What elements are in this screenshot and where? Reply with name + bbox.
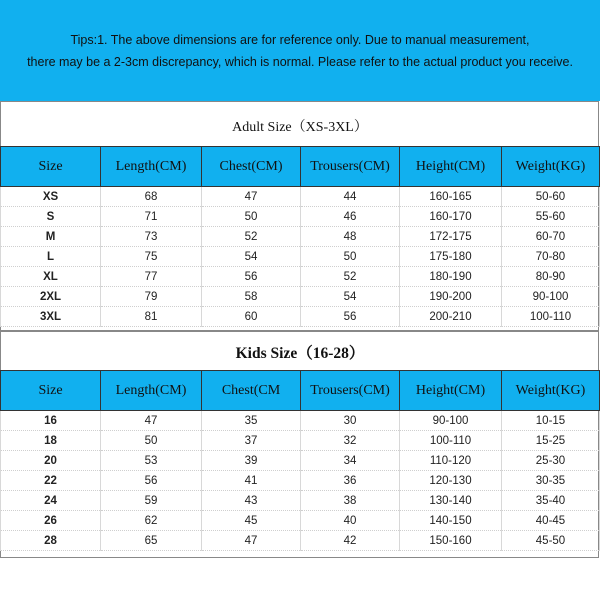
size-cell: 16 [1,411,101,431]
value-cell: 160-165 [400,187,502,207]
table-row [1,247,600,267]
table-row [1,287,600,307]
adult-header-cell: Length(CM) [101,147,202,187]
value-cell: 30 [301,411,400,431]
value-cell: 172-175 [400,227,502,247]
tips-line-1: Tips:1. The above dimensions are for reference only. Due to manual measurement, [70,32,530,47]
value-cell: 62 [101,511,202,531]
value-cell: 35 [202,411,301,431]
adult-header-cell: Weight(KG) [502,147,600,187]
tips-line-2: there may be a 2-3cm discrepancy, which is normal. Please refer to the actual product you receive. [27,54,573,69]
value-cell: 41 [202,471,301,491]
kids-header-cell: Size [1,371,101,411]
value-cell: 68 [101,187,202,207]
table-row [1,491,600,511]
value-cell: 30-35 [502,471,600,491]
value-cell: 60-70 [502,227,600,247]
kids-header-cell: Chest(CM [202,371,301,411]
table-row [1,431,600,451]
size-cell: 26 [1,511,101,531]
value-cell: 140-150 [400,511,502,531]
adult-header-cell: Chest(CM) [202,147,301,187]
value-cell: 37 [202,431,301,451]
value-cell: 47 [101,411,202,431]
value-cell: 40 [301,511,400,531]
value-cell: 60 [202,307,301,327]
value-cell: 175-180 [400,247,502,267]
table-row [1,267,600,287]
value-cell: 50-60 [502,187,600,207]
kids-header-row [1,371,600,411]
value-cell: 40-45 [502,511,600,531]
value-cell: 35-40 [502,491,600,511]
adult-size-title: Adult Size（XS-3XL） [232,120,368,135]
kids-header-cell: Trousers(CM) [301,371,400,411]
table-row [1,531,600,551]
value-cell: 150-160 [400,531,502,551]
size-cell: M [1,227,101,247]
value-cell: 100-110 [502,307,600,327]
size-cell: 2XL [1,287,101,307]
value-cell: 54 [202,247,301,267]
value-cell: 81 [101,307,202,327]
value-cell: 50 [301,247,400,267]
adult-header-cell: Height(CM) [400,147,502,187]
value-cell: 130-140 [400,491,502,511]
value-cell: 55-60 [502,207,600,227]
value-cell: 52 [202,227,301,247]
size-cell: 3XL [1,307,101,327]
table-row [1,471,600,491]
size-cell: XS [1,187,101,207]
value-cell: 100-110 [400,431,502,451]
value-cell: 56 [202,267,301,287]
adult-header-cell: Size [1,147,101,187]
value-cell: 56 [101,471,202,491]
table-row [1,227,600,247]
value-cell: 65 [101,531,202,551]
value-cell: 56 [301,307,400,327]
value-cell: 73 [101,227,202,247]
value-cell: 79 [101,287,202,307]
value-cell: 180-190 [400,267,502,287]
value-cell: 110-120 [400,451,502,471]
value-cell: 80-90 [502,267,600,287]
value-cell: 53 [101,451,202,471]
value-cell: 38 [301,491,400,511]
value-cell: 75 [101,247,202,267]
table-row [1,451,600,471]
value-cell: 36 [301,471,400,491]
value-cell: 90-100 [502,287,600,307]
value-cell: 45-50 [502,531,600,551]
value-cell: 200-210 [400,307,502,327]
size-cell: L [1,247,101,267]
table-row [1,511,600,531]
tips-banner [0,0,600,101]
adult-size-table [0,146,600,327]
value-cell: 52 [301,267,400,287]
adult-header-row [1,147,600,187]
value-cell: 90-100 [400,411,502,431]
value-cell: 120-130 [400,471,502,491]
value-cell: 70-80 [502,247,600,267]
value-cell: 32 [301,431,400,451]
size-cell: 24 [1,491,101,511]
size-cell: 28 [1,531,101,551]
value-cell: 44 [301,187,400,207]
value-cell: 46 [301,207,400,227]
size-cell: XL [1,267,101,287]
value-cell: 77 [101,267,202,287]
value-cell: 190-200 [400,287,502,307]
value-cell: 43 [202,491,301,511]
value-cell: 25-30 [502,451,600,471]
value-cell: 47 [202,531,301,551]
value-cell: 10-15 [502,411,600,431]
size-cell: S [1,207,101,227]
table-row [1,411,600,431]
kids-header-cell: Length(CM) [101,371,202,411]
value-cell: 59 [101,491,202,511]
value-cell: 34 [301,451,400,471]
value-cell: 45 [202,511,301,531]
size-cell: 22 [1,471,101,491]
kids-size-title: Kids Size（16-28） [235,345,365,362]
table-row [1,307,600,327]
value-cell: 50 [101,431,202,451]
value-cell: 15-25 [502,431,600,451]
value-cell: 42 [301,531,400,551]
value-cell: 160-170 [400,207,502,227]
adult-table-body [1,187,600,327]
table-row [1,207,600,227]
value-cell: 39 [202,451,301,471]
kids-header-cell: Height(CM) [400,371,502,411]
kids-header-cell: Weight(KG) [502,371,600,411]
kids-table-body [1,411,600,551]
size-cell: 20 [1,451,101,471]
value-cell: 58 [202,287,301,307]
kids-size-table [0,370,600,551]
value-cell: 50 [202,207,301,227]
value-cell: 71 [101,207,202,227]
adult-header-cell: Trousers(CM) [301,147,400,187]
table-row [1,187,600,207]
value-cell: 48 [301,227,400,247]
value-cell: 47 [202,187,301,207]
value-cell: 54 [301,287,400,307]
size-cell: 18 [1,431,101,451]
